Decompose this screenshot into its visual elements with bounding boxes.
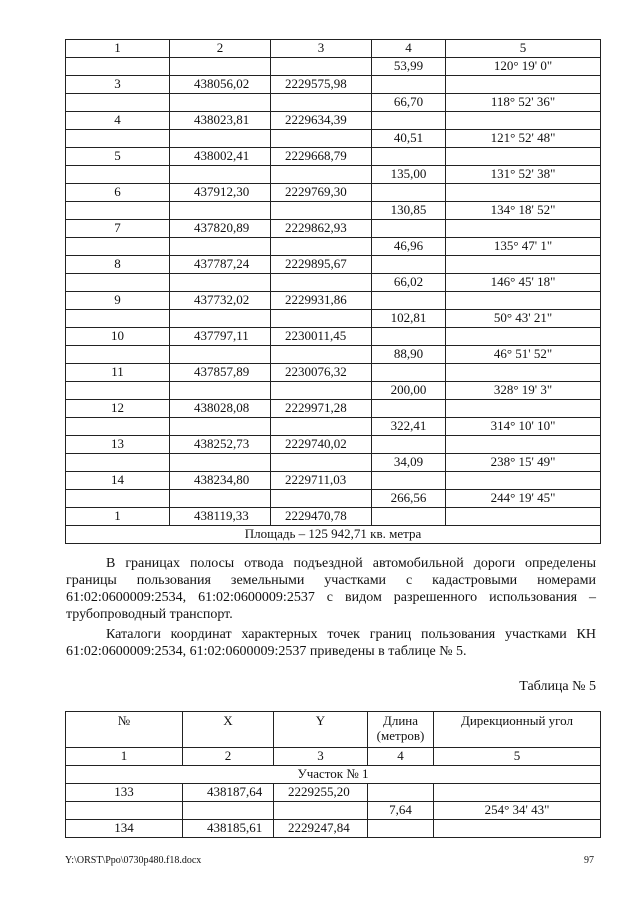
- header-cell: 4: [372, 40, 446, 58]
- table-cell: 135° 47' 1": [446, 238, 601, 256]
- paragraph-boundaries: [66, 555, 596, 623]
- paragraph-catalogs: [66, 626, 596, 660]
- table-cell: [66, 346, 170, 364]
- table-cell: [434, 820, 601, 838]
- table-cell: [446, 292, 601, 310]
- table-cell: [271, 238, 372, 256]
- table-row: [66, 418, 601, 436]
- table-cell: 438252,73: [170, 436, 271, 454]
- table-cell: 46° 51' 52": [446, 346, 601, 364]
- table-cell: 437820,89: [170, 220, 271, 238]
- table-row: [66, 256, 601, 274]
- table-cell: 437797,11: [170, 328, 271, 346]
- table-row: [66, 166, 601, 184]
- table-cell: 254° 34' 43": [434, 802, 601, 820]
- table-cell: 13: [66, 436, 170, 454]
- table-cell: 88,90: [372, 346, 446, 364]
- table-row: [66, 184, 601, 202]
- table-5-number-row: [66, 748, 601, 766]
- table-cell: 437857,89: [170, 364, 271, 382]
- table-cell: [66, 238, 170, 256]
- table-cell: 2229711,03: [271, 472, 372, 490]
- table-cell: 4: [66, 112, 170, 130]
- table-cell: 438119,33: [170, 508, 271, 526]
- header-cell: 1: [66, 40, 170, 58]
- area-row: [66, 526, 601, 544]
- table-cell: [271, 202, 372, 220]
- footer-file-path: Y:\ORST\Ppo\0730p480.f18.docx: [65, 855, 202, 866]
- table-cell: 2229895,67: [271, 256, 372, 274]
- table-cell: [368, 820, 434, 838]
- table-cell: [271, 418, 372, 436]
- table-cell: 34,09: [372, 454, 446, 472]
- table-cell: [372, 112, 446, 130]
- table-cell: 437787,24: [170, 256, 271, 274]
- table-cell: 66,70: [372, 94, 446, 112]
- table-cell: [170, 310, 271, 328]
- table-5-header-row: [66, 712, 601, 748]
- column-header: Дирекционный угол: [434, 712, 601, 748]
- table-row: [66, 112, 601, 130]
- table-cell: [170, 166, 271, 184]
- table-cell: [66, 274, 170, 292]
- table-cell: 46,96: [372, 238, 446, 256]
- table-cell: 12: [66, 400, 170, 418]
- table-header-row: [66, 40, 601, 58]
- table-cell: 2229931,86: [271, 292, 372, 310]
- table-cell: [372, 220, 446, 238]
- table-cell: [372, 400, 446, 418]
- table-cell: [372, 436, 446, 454]
- table-cell: 9: [66, 292, 170, 310]
- table-cell: 10: [66, 328, 170, 346]
- table-cell: [170, 346, 271, 364]
- table-cell: [372, 184, 446, 202]
- table-cell: 135,00: [372, 166, 446, 184]
- table-row: [66, 436, 601, 454]
- table-cell: [271, 130, 372, 148]
- table-cell: [446, 508, 601, 526]
- table-cell: 121° 52' 48": [446, 130, 601, 148]
- table-cell: [170, 238, 271, 256]
- header-cell: 2: [170, 40, 271, 58]
- table-cell: [66, 58, 170, 76]
- table-row: [66, 220, 601, 238]
- column-header: X: [183, 712, 274, 748]
- table-cell: [372, 76, 446, 94]
- column-number: 4: [368, 748, 434, 766]
- table-cell: [66, 382, 170, 400]
- table-row: [66, 328, 601, 346]
- table-cell: 134: [66, 820, 183, 838]
- table-cell: [372, 472, 446, 490]
- table-cell: 7,64: [368, 802, 434, 820]
- table-cell: 6: [66, 184, 170, 202]
- table-row: [66, 94, 601, 112]
- table-cell: 266,56: [372, 490, 446, 508]
- table-cell: [66, 166, 170, 184]
- table-cell: 120° 19' 0": [446, 58, 601, 76]
- table-cell: [170, 382, 271, 400]
- table-cell: 2229740,02: [271, 436, 372, 454]
- table-row: [66, 148, 601, 166]
- table-cell: [372, 256, 446, 274]
- table-5: [65, 711, 601, 838]
- table-cell: [446, 76, 601, 94]
- table-cell: 244° 19' 45": [446, 490, 601, 508]
- table-cell: [274, 802, 368, 820]
- table-cell: [66, 802, 183, 820]
- table-cell: [372, 508, 446, 526]
- table-cell: 438028,08: [170, 400, 271, 418]
- table-cell: 438234,80: [170, 472, 271, 490]
- table-row: [66, 202, 601, 220]
- table-cell: [372, 148, 446, 166]
- table-cell: 7: [66, 220, 170, 238]
- table-cell: 314° 10' 10": [446, 418, 601, 436]
- table-cell: 133: [66, 784, 183, 802]
- table-row: [66, 802, 601, 820]
- table-cell: 2229255,20: [274, 784, 368, 802]
- table-cell: 40,51: [372, 130, 446, 148]
- table-cell: [170, 454, 271, 472]
- table-cell: 238° 15' 49": [446, 454, 601, 472]
- table-cell: 438023,81: [170, 112, 271, 130]
- coordinates-table: [65, 39, 601, 544]
- table-cell: [271, 346, 372, 364]
- table-cell: 53,99: [372, 58, 446, 76]
- table-cell: [170, 94, 271, 112]
- table-cell: [446, 364, 601, 382]
- table-cell: 438185,61: [183, 820, 274, 838]
- table-cell: 118° 52' 36": [446, 94, 601, 112]
- table-cell: [271, 382, 372, 400]
- table-cell: [372, 364, 446, 382]
- table-cell: 2229575,98: [271, 76, 372, 94]
- table-cell: 2229470,78: [271, 508, 372, 526]
- section-label: Участок № 1: [66, 766, 601, 784]
- table-row: [66, 364, 601, 382]
- table-cell: 2229971,28: [271, 400, 372, 418]
- table-cell: 131° 52' 38": [446, 166, 601, 184]
- table-cell: [170, 418, 271, 436]
- area-cell: Площадь – 125 942,71 кв. метра: [66, 526, 601, 544]
- table-row: [66, 472, 601, 490]
- column-number: 3: [274, 748, 368, 766]
- table-cell: [271, 454, 372, 472]
- header-cell: 5: [446, 40, 601, 58]
- table-cell: [66, 202, 170, 220]
- table-cell: [183, 802, 274, 820]
- table-cell: [170, 202, 271, 220]
- table-cell: 66,02: [372, 274, 446, 292]
- table-cell: 2230011,45: [271, 328, 372, 346]
- table-cell: [368, 784, 434, 802]
- column-number: 2: [183, 748, 274, 766]
- table-cell: [446, 112, 601, 130]
- table-cell: [170, 58, 271, 76]
- table-cell: 322,41: [372, 418, 446, 436]
- table-cell: [446, 472, 601, 490]
- table-cell: [446, 400, 601, 418]
- table-row: [66, 820, 601, 838]
- table-cell: [446, 256, 601, 274]
- table-cell: [434, 784, 601, 802]
- table-cell: [66, 490, 170, 508]
- column-header: №: [66, 712, 183, 748]
- table-cell: [446, 148, 601, 166]
- table-cell: [271, 166, 372, 184]
- paragraph-text: В границах полосы отвода подъездной автомобильной дороги определены границы пользования земельными участками с кадастровыми номерами 61:02:0600009:2534, 61:02:0600009:2537 с видом разрешенного использования – трубопроводный транспорт.: [66, 556, 596, 622]
- table-cell: 8: [66, 256, 170, 274]
- table-cell: [446, 184, 601, 202]
- table-cell: 134° 18' 52": [446, 202, 601, 220]
- table-cell: [66, 310, 170, 328]
- table-cell: 438056,02: [170, 76, 271, 94]
- table-cell: [66, 418, 170, 436]
- page-number: 97: [584, 855, 594, 866]
- table-cell: 437912,30: [170, 184, 271, 202]
- table-row: [66, 490, 601, 508]
- table-cell: 3: [66, 76, 170, 94]
- table-cell: [446, 220, 601, 238]
- table-cell: 437732,02: [170, 292, 271, 310]
- table-row: [66, 292, 601, 310]
- table-row: [66, 784, 601, 802]
- table-cell: 438002,41: [170, 148, 271, 166]
- table-cell: 2229668,79: [271, 148, 372, 166]
- table-cell: [271, 58, 372, 76]
- table-cell: 200,00: [372, 382, 446, 400]
- table-cell: [66, 130, 170, 148]
- table-row: [66, 346, 601, 364]
- table-cell: 50° 43' 21": [446, 310, 601, 328]
- table-row: [66, 58, 601, 76]
- table-cell: [271, 490, 372, 508]
- table-row: [66, 454, 601, 472]
- table-5-body: [66, 712, 601, 838]
- table-cell: 2229862,93: [271, 220, 372, 238]
- table-cell: [372, 328, 446, 346]
- table-cell: [271, 274, 372, 292]
- table-row: [66, 382, 601, 400]
- table-row: [66, 238, 601, 256]
- table-cell: 438187,64: [183, 784, 274, 802]
- table-cell: 5: [66, 148, 170, 166]
- table-cell: [66, 454, 170, 472]
- table-cell: [271, 94, 372, 112]
- table-cell: 328° 19' 3": [446, 382, 601, 400]
- table-row: [66, 130, 601, 148]
- table-row: [66, 274, 601, 292]
- paragraph-text: Каталоги координат характерных точек границ пользования участками КН 61:02:0600009:2534, 61:02:0600009:2537 приведены в таблице № 5.: [66, 627, 596, 659]
- table-cell: [446, 328, 601, 346]
- table-cell: 14: [66, 472, 170, 490]
- table-cell: 1: [66, 508, 170, 526]
- header-cell: 3: [271, 40, 372, 58]
- table-cell: [66, 94, 170, 112]
- column-number: 5: [434, 748, 601, 766]
- table-cell: 2230076,32: [271, 364, 372, 382]
- table-cell: 2229769,30: [271, 184, 372, 202]
- table-cell: [446, 436, 601, 454]
- table-cell: 130,85: [372, 202, 446, 220]
- table-row: [66, 76, 601, 94]
- column-header: Y: [274, 712, 368, 748]
- table-cell: [170, 274, 271, 292]
- column-number: 1: [66, 748, 183, 766]
- table-row: [66, 310, 601, 328]
- table-cell: 102,81: [372, 310, 446, 328]
- table-caption: Таблица № 5: [519, 679, 596, 694]
- table-cell: 2229247,84: [274, 820, 368, 838]
- table-cell: 146° 45' 18": [446, 274, 601, 292]
- table-cell: [170, 490, 271, 508]
- table-cell: 11: [66, 364, 170, 382]
- table-row: [66, 508, 601, 526]
- table-cell: [271, 310, 372, 328]
- coordinates-table-body: [66, 40, 601, 526]
- table-cell: [372, 292, 446, 310]
- table-cell: 2229634,39: [271, 112, 372, 130]
- table-cell: [170, 130, 271, 148]
- table-5-section-row: [66, 766, 601, 784]
- column-header: Длина (метров): [368, 712, 434, 748]
- table-row: [66, 400, 601, 418]
